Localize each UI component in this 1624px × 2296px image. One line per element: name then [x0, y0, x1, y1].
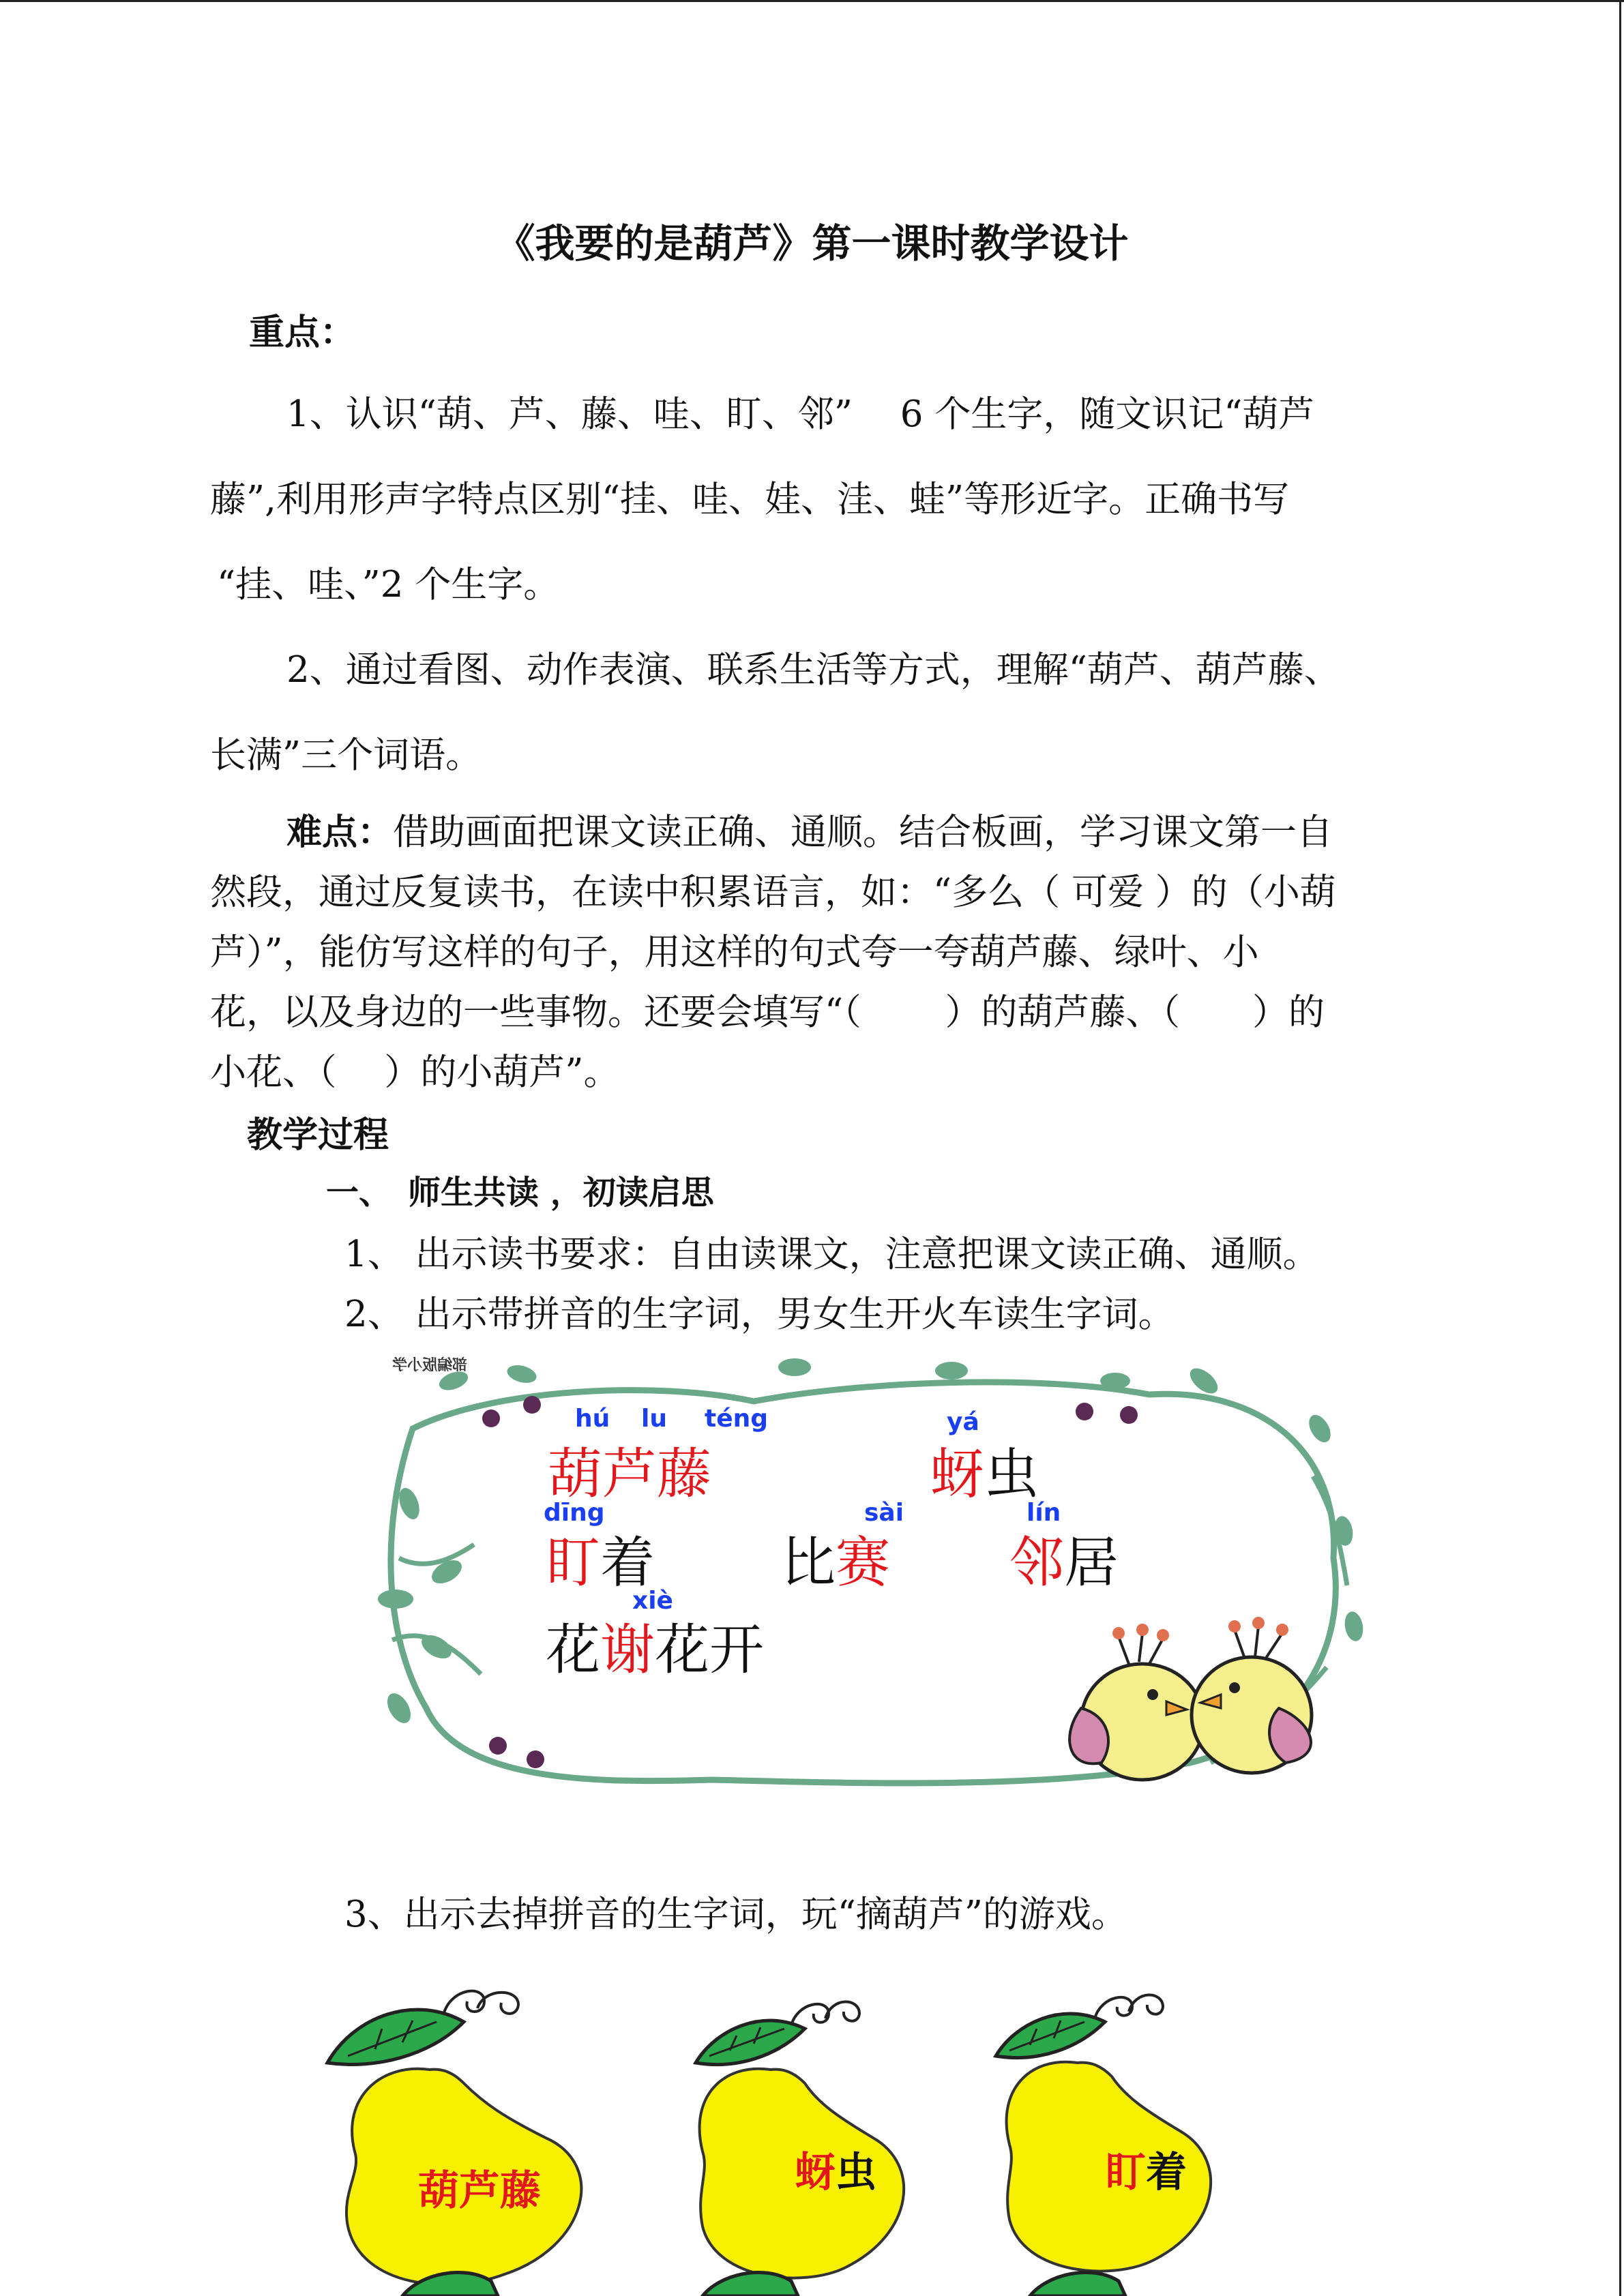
pinyin-teng: téng	[705, 1405, 769, 1433]
gourd-1-label: 葫芦藤	[418, 2167, 541, 2215]
word-yachong: 蚜虫	[930, 1442, 1039, 1506]
chick-right-icon	[1192, 1617, 1312, 1773]
difficulty-line-2: 然段，通过反复读书，在读中积累语言，如：“多么（ 可爱 ）的（小葫	[210, 871, 1336, 913]
key-point-2-line-1: 2、通过看图、动作表演、联系生活等方式，理解“葫芦、葫芦藤、	[286, 649, 1340, 691]
word-dingzhe: 盯着	[546, 1531, 655, 1594]
right-border	[1619, 0, 1621, 2296]
step-3: 3、出示去掉拼音的生字词，玩“摘葫芦”的游戏。	[344, 1894, 1127, 1935]
key-point-1-line-1: 1、认识“葫、芦、藤、哇、盯、邻” 6 个生字，随文识记“葫芦	[286, 393, 1315, 435]
chick-left-icon	[1069, 1624, 1204, 1780]
pinyin-xie: xiè	[632, 1587, 673, 1615]
word-huaxie-huakai: 花谢花开	[546, 1618, 764, 1682]
gourd-3-label: 盯着	[1105, 2149, 1187, 2196]
step-2: 2、 出示带拼音的生字词，男女生开火车读生字词。	[344, 1294, 1175, 1335]
word-linju: 邻居	[1009, 1531, 1119, 1594]
difficulty-line-4: 花，以及身边的一些事物。还要会填写“（ ）的葫芦藤、（ ）的	[210, 992, 1325, 1033]
pinyin-ya: yá	[947, 1408, 979, 1436]
difficulty-line-1	[286, 803, 1333, 855]
gourd-3-icon	[996, 1995, 1211, 2271]
gourd-2-label: 蚜虫	[795, 2149, 876, 2196]
top-border	[0, 0, 1624, 2]
word-bisai: 比赛	[781, 1531, 890, 1594]
pinyin-lin: lín	[1027, 1499, 1061, 1527]
page-title: 《我要的是葫芦》第一课时教学设计	[495, 220, 1129, 267]
pinyin-ding: dīng	[544, 1499, 605, 1527]
difficulty-line-5: 小花、（ ）的小葫芦”。	[210, 1052, 620, 1093]
difficulty-label: 难点：	[286, 812, 394, 853]
key-point-1-line-2: 藤”,利用形声字特点区别“挂、哇、娃、洼、蛙”等形近字。正确书写	[210, 479, 1290, 520]
pinyin-sai: sài	[864, 1499, 904, 1527]
key-point-2-line-2: 长满”三个词语。	[210, 734, 482, 776]
pinyin-word-card	[372, 1354, 1368, 1804]
mirrored-caption: 部编版小学	[392, 1357, 468, 1374]
step-1: 1、 出示读书要求：自由读课文，注意把课文读正确、通顺。	[344, 1234, 1319, 1275]
teaching-process-label: 教学过程	[247, 1115, 389, 1156]
gourd-1-icon	[327, 1991, 581, 2284]
pinyin-hu: hú	[575, 1405, 610, 1433]
difficulty-line-3: 芦）”，能仿写这样的句子，用这样的句式夸一夸葫芦藤、绿叶、小	[210, 931, 1259, 973]
difficulty-text-1: 借助画面把课文读正确、通顺。结合板画，学习课文第一自	[393, 811, 1333, 853]
pinyin-lu: lu	[641, 1405, 667, 1433]
key-point-1-line-3: “挂、哇、”2 个生字。	[217, 564, 560, 606]
word-hulu-teng: 葫芦藤	[548, 1442, 711, 1506]
key-points-label: 重点：	[249, 312, 356, 353]
section-1-heading: 一、 师生共读 ，初读启思	[326, 1174, 714, 1212]
